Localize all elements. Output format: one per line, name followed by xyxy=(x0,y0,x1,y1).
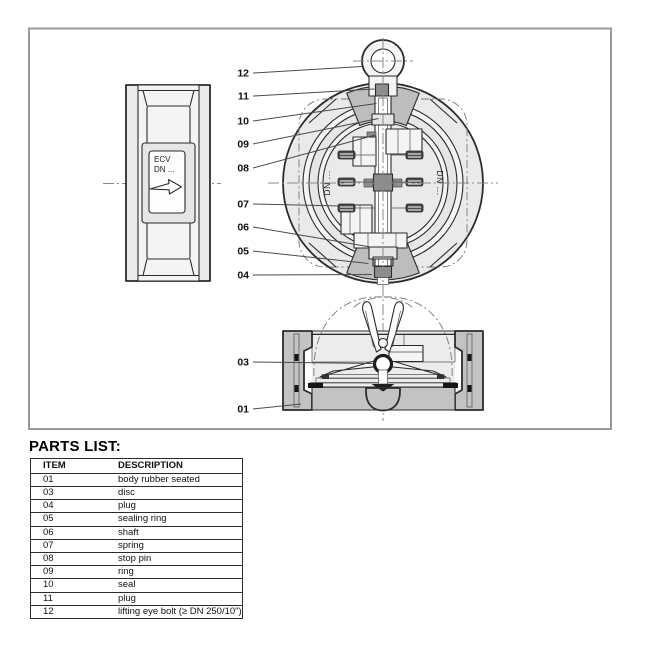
hinge-pin-small xyxy=(379,339,388,348)
item-number: 03 xyxy=(43,487,54,498)
item-number: 04 xyxy=(43,500,54,512)
hub-upper-right xyxy=(386,129,422,154)
spring xyxy=(338,178,355,186)
callout-label-08: 08 xyxy=(237,162,249,175)
item-description: ring xyxy=(118,566,134,578)
callout-label-11: 11 xyxy=(237,90,249,103)
hub-upper-left xyxy=(353,137,376,166)
name-plate-dn: DN ... xyxy=(154,165,175,174)
item-number: 11 xyxy=(43,592,53,604)
table-row xyxy=(31,566,243,579)
callout-label-12: 12 xyxy=(237,67,249,80)
spring xyxy=(338,204,355,212)
callout-label-10: 10 xyxy=(237,115,249,128)
item-number: 07 xyxy=(43,539,54,551)
item-description: sealing ring xyxy=(118,513,167,525)
callout-label-09: 09 xyxy=(237,138,249,151)
flange-left xyxy=(283,331,312,410)
item-description: body rubber seated xyxy=(118,473,200,485)
rubber-seat-right xyxy=(443,383,458,388)
table-row xyxy=(31,487,243,500)
callout-label-06: 06 xyxy=(237,221,249,234)
table-row xyxy=(31,473,243,486)
parts-list-table xyxy=(30,458,243,619)
spring xyxy=(338,151,355,159)
table-header-row xyxy=(31,459,243,474)
item-number: 10 xyxy=(43,579,54,591)
item-number: 08 xyxy=(43,553,54,565)
table-row xyxy=(31,592,243,605)
callout-label-03: 03 xyxy=(237,356,249,369)
item-description: stop pin xyxy=(118,553,152,565)
item-description: plug xyxy=(118,500,136,512)
item-number: 06 xyxy=(43,526,54,538)
item-number: 09 xyxy=(43,566,54,578)
dn-mark-left: DN ... xyxy=(322,170,332,196)
callout-label-04: 04 xyxy=(237,269,249,282)
table-row xyxy=(31,553,243,566)
table-row xyxy=(31,526,243,539)
item-description: seal xyxy=(118,579,136,591)
plug-top xyxy=(376,84,389,96)
callout-label-05: 05 xyxy=(237,245,249,258)
parts-list-heading: PARTS LIST: xyxy=(29,438,121,455)
dn-mark-right: DN ... xyxy=(435,170,445,196)
item-description: lifting eye bolt (≥ DN 250/10") xyxy=(118,605,242,617)
item-description: spring xyxy=(118,539,144,551)
table-row xyxy=(31,539,243,552)
item-description: disc xyxy=(118,487,135,498)
side-view xyxy=(103,85,221,281)
spring xyxy=(406,178,423,186)
table-row xyxy=(31,500,243,513)
table-row xyxy=(31,605,243,618)
table-row xyxy=(31,513,243,526)
rubber-seat-left xyxy=(308,383,323,388)
spring xyxy=(406,204,423,212)
item-number: 01 xyxy=(43,473,54,485)
item-description: plug xyxy=(118,592,136,604)
spring xyxy=(406,151,423,159)
item-description: shaft xyxy=(118,526,139,538)
table-row xyxy=(31,579,243,592)
item-number: 12 xyxy=(43,605,54,617)
column-header-item: ITEM xyxy=(43,460,66,471)
column-header-description: DESCRIPTION xyxy=(118,460,183,471)
flange-right xyxy=(455,331,483,410)
callout-label-07: 07 xyxy=(237,198,249,211)
callout-label-01: 01 xyxy=(237,403,249,416)
item-number: 05 xyxy=(43,513,54,525)
name-plate-code: ECV xyxy=(154,155,171,164)
